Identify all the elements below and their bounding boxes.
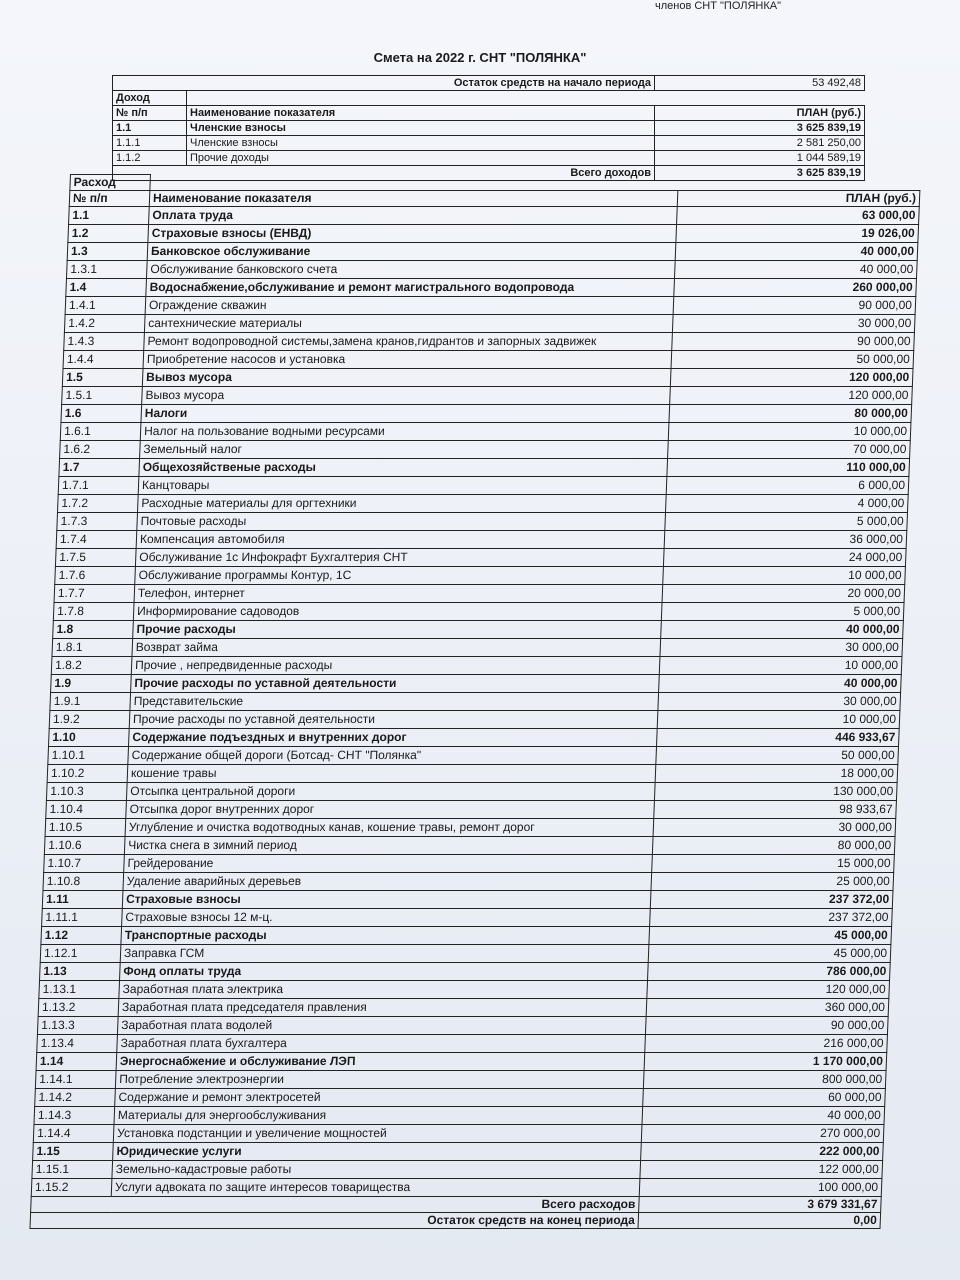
item-number: 1.4.4 [63,351,144,369]
table-row [57,495,908,513]
income-table [112,75,865,181]
item-plan: 20 000,00 [662,585,905,603]
item-name: Обслуживание 1с Инфокрафт Бухгалтерия СНТ [135,549,664,567]
income-col-no: № п/п [113,106,187,121]
item-name: Юридические услуги [113,1143,642,1161]
item-plan: 130 000,00 [654,783,897,801]
table-row [67,243,918,261]
item-number: 1.2 [68,225,149,243]
table-row [37,1035,888,1053]
table-row [38,999,889,1017]
item-plan: 260 000,00 [674,279,917,297]
item-number: 1.7.1 [58,477,139,495]
income-col-name: Наименование показателя [187,106,655,121]
item-number: 1.15.1 [32,1161,113,1179]
table-row [69,207,920,225]
table-row [62,387,913,405]
item-number: 1.7.3 [57,513,138,531]
item-name: Страховые взносы 12 м-ц. [122,909,651,927]
expense-section-label: Расход [70,175,151,191]
table-row [113,151,865,166]
table-row [61,405,912,423]
item-plan: 50 000,00 [671,351,914,369]
item-name: Страховые взносы [122,891,651,909]
item-plan: 19 026,00 [676,225,919,243]
item-number: 1.11 [42,891,123,909]
item-number: 1.1.2 [113,151,187,166]
item-number: 1.6.1 [60,423,141,441]
item-name: Заработная плата электрика [119,981,648,999]
item-number: 1.3 [67,243,148,261]
item-number: 1.10.2 [47,765,128,783]
item-name: Банковское обслуживание [147,243,676,261]
table-row [40,963,891,981]
table-row [33,1125,884,1143]
item-plan: 110 000,00 [667,459,910,477]
item-plan: 1 170 000,00 [644,1053,887,1071]
table-row [57,513,908,531]
table-row [46,783,897,801]
item-name: Содержание и ремонт электросетей [115,1089,644,1107]
item-name: Заправка ГСМ [120,945,649,963]
item-plan: 80 000,00 [669,405,912,423]
item-number: 1.7.8 [53,603,134,621]
item-number: 1.9 [51,675,132,693]
item-name: Заработная плата бухгалтера [117,1035,646,1053]
item-name: Отсыпка дорог внутренних дорог [126,801,655,819]
table-row [62,369,913,387]
table-row [65,297,916,315]
item-name: Почтовые расходы [137,513,666,531]
item-number: 1.7.6 [55,567,136,585]
item-name: Заработная плата председателя правления [118,999,647,1017]
item-number: 1.10.1 [48,747,129,765]
item-name: Заработная плата водолей [117,1017,646,1035]
table-row [54,585,905,603]
page-title: Смета на 2022 г. СНТ "ПОЛЯНКА" [373,50,587,65]
item-plan: 70 000,00 [668,441,911,459]
item-name: Вывоз мусора [142,369,671,387]
item-name: Прочие доходы [187,151,655,166]
item-plan: 5 000,00 [665,513,908,531]
item-plan: 122 000,00 [640,1161,883,1179]
item-number: 1.13 [40,963,121,981]
item-number: 1.1 [69,207,150,225]
item-plan: 24 000,00 [663,549,906,567]
expense-col-plan: ПЛАН (руб.) [677,191,920,207]
item-name: Услуги адвоката по защите интересов товарищества [111,1179,640,1197]
item-number: 1.15.2 [31,1179,112,1197]
item-number: 1.14.2 [35,1089,116,1107]
item-plan: 40 000,00 [659,675,902,693]
item-number: 1.7.2 [57,495,138,513]
table-row [40,945,891,963]
item-plan: 63 000,00 [677,207,920,225]
table-row [42,891,893,909]
item-number: 1.4.2 [64,315,145,333]
income-section-label: Доход [113,91,187,106]
item-plan: 40 000,00 [642,1107,885,1125]
item-number: 1.9.1 [50,693,131,711]
item-name: Оплата труда [149,207,678,225]
table-row [64,315,915,333]
opening-balance-value: 53 492,48 [655,76,865,91]
item-plan: 40 000,00 [674,261,917,279]
item-name: Фонд оплаты труда [120,963,649,981]
table-row [51,657,902,675]
income-total-label: Всего доходов [113,166,655,181]
item-name: сантехнические материалы [144,315,673,333]
item-name: кошение травы [127,765,656,783]
table-row [35,1071,886,1089]
item-name: Обслуживание программы Контур, 1С [135,567,664,585]
item-number: 1.6 [61,405,142,423]
item-number: 1.13.4 [37,1035,118,1053]
item-number: 1.14.1 [35,1071,116,1089]
item-number: 1.3.1 [66,261,147,279]
expense-total-label: Всего расходов [31,1197,640,1213]
table-row [53,621,904,639]
item-number: 1.8 [53,621,134,639]
income-col-plan: ПЛАН (руб.) [655,106,865,121]
table-row [44,837,895,855]
item-name: Ограждение скважин [145,297,674,315]
item-number: 1.14 [36,1053,117,1071]
item-plan: 40 000,00 [675,243,918,261]
item-plan: 120 000,00 [670,369,913,387]
item-plan: 25 000,00 [651,873,894,891]
table-row [50,693,901,711]
table-row [35,1089,886,1107]
item-name: Общехозяйственые расходы [139,459,668,477]
item-number: 1.10.6 [44,837,125,855]
item-plan: 222 000,00 [641,1143,884,1161]
expense-col-no: № п/п [69,191,150,207]
item-plan: 90 000,00 [672,333,915,351]
item-number: 1.1 [113,121,187,136]
opening-balance-label: Остаток средств на начало периода [113,76,655,91]
item-name: Установка подстанции и увеличение мощностей [113,1125,642,1143]
item-plan: 18 000,00 [655,765,898,783]
item-plan: 90 000,00 [673,297,916,315]
closing-balance-label: Остаток средств на конец периода [30,1213,639,1229]
item-number: 1.11.1 [42,909,123,927]
item-plan: 3 625 839,19 [655,121,865,136]
item-number: 1.7.4 [56,531,137,549]
table-row [64,333,915,351]
table-row [33,1143,884,1161]
item-name: Материалы для энергообслуживания [114,1107,643,1125]
item-number: 1.10 [49,729,130,747]
closing-balance-row [30,1213,881,1229]
table-row [42,909,893,927]
income-section-row [113,91,865,106]
item-name: Ремонт водопроводной системы,замена кранов,гидрантов и запорных задвижек [144,333,673,351]
table-row [59,459,910,477]
item-number: 1.4.3 [64,333,145,351]
table-row [55,549,906,567]
item-name: Транспортные расходы [121,927,650,945]
table-row [32,1161,883,1179]
expense-total-value: 3 679 331,67 [639,1197,882,1213]
item-number: 1.1.1 [113,136,187,151]
item-name: Энергоснабжение и обслуживание ЛЭП [116,1053,645,1071]
item-plan: 30 000,00 [660,639,903,657]
item-name: Отсыпка центральной дороги [126,783,655,801]
item-number: 1.5 [62,369,143,387]
item-name: Приобретение насосов и установка [143,351,672,369]
item-plan: 15 000,00 [652,855,895,873]
item-plan: 360 000,00 [646,999,889,1017]
item-name: Информирование садоводов [133,603,662,621]
item-plan: 80 000,00 [652,837,895,855]
item-plan: 446 933,67 [657,729,900,747]
item-plan: 120 000,00 [670,387,913,405]
table-row [31,1179,882,1197]
item-plan: 30 000,00 [653,819,896,837]
closing-balance-value: 0,00 [638,1213,881,1229]
item-plan: 98 933,67 [654,801,897,819]
expense-total-row [31,1197,882,1213]
item-name: Членские взносы [187,136,655,151]
table-row [37,1017,888,1035]
table-row [55,567,906,585]
table-row [113,121,865,136]
item-name: Удаление аварийных деревьев [123,873,652,891]
table-row [36,1053,887,1071]
item-plan: 1 044 589,19 [655,151,865,166]
item-name: Потребление электроэнергии [115,1071,644,1089]
table-row [51,675,902,693]
item-plan: 237 372,00 [650,909,893,927]
table-row [66,261,917,279]
table-row [41,927,892,945]
item-name: Прочие расходы по уставной деятельности [131,675,660,693]
table-row [48,747,899,765]
item-plan: 5 000,00 [661,603,904,621]
item-name: Водоснабжение,обслуживание и ремонт магистрального водопровода [146,279,675,297]
item-name: Страховые взносы (ЕНВД) [148,225,677,243]
item-number: 1.4.1 [65,297,146,315]
table-row [47,765,898,783]
table-row [56,531,907,549]
income-header-row [113,106,865,121]
item-plan: 10 000,00 [663,567,906,585]
item-name: Налоги [141,405,670,423]
item-name: Членские взносы [187,121,655,136]
item-plan: 6 000,00 [666,477,909,495]
item-plan: 30 000,00 [672,315,915,333]
item-number: 1.9.2 [49,711,130,729]
expense-col-name: Наименование показателя [149,191,678,207]
table-row [53,603,904,621]
item-number: 1.13.2 [38,999,119,1017]
item-name: Прочие расходы [133,621,662,639]
item-number: 1.14.3 [34,1107,115,1125]
item-name: Содержание общей дороги (Ботсад- СНТ "Полянка" [128,747,657,765]
expense-section-row [70,175,921,191]
item-number: 1.12 [41,927,122,945]
item-name: Вывоз мусора [142,387,671,405]
item-number: 1.8.2 [51,657,132,675]
item-name: Углубление и очистка водотводных канав, кошение травы, ремонт дорог [125,819,654,837]
item-number: 1.13.3 [37,1017,118,1035]
item-number: 1.4 [66,279,147,297]
table-row [60,441,911,459]
opening-balance-row [113,76,865,91]
item-name: Компенсация автомобиля [136,531,665,549]
item-number: 1.7 [59,459,140,477]
table-row [49,711,900,729]
table-row [58,477,909,495]
table-row [66,279,917,297]
item-name: Представительские [130,693,659,711]
item-plan: 45 000,00 [649,927,892,945]
item-plan: 50 000,00 [656,747,899,765]
item-plan: 786 000,00 [648,963,891,981]
item-number: 1.10.3 [46,783,127,801]
item-plan: 45 000,00 [648,945,891,963]
item-plan: 60 000,00 [643,1089,886,1107]
item-name: Прочие расходы по уставной деятельности [129,711,658,729]
item-number: 1.10.7 [44,855,125,873]
table-row [44,855,895,873]
item-name: Содержание подъездных и внутренних дорог [129,729,658,747]
income-total-value: 3 625 839,19 [655,166,865,181]
table-row [49,729,900,747]
item-number: 1.14.4 [33,1125,114,1143]
item-number: 1.8.1 [52,639,133,657]
table-row [52,639,903,657]
item-name: Чистка снега в зимний период [124,837,653,855]
item-plan: 100 000,00 [639,1179,882,1197]
item-name: Расходные материалы для оргтехники [137,495,666,513]
item-plan: 36 000,00 [664,531,907,549]
table-row [46,801,897,819]
item-name: Обслуживание банковского счета [146,261,675,279]
item-number: 1.10.8 [43,873,124,891]
item-name: Налог на пользование водными ресурсами [140,423,669,441]
header-note: членов СНТ "ПОЛЯНКА" [655,0,782,12]
item-plan: 30 000,00 [658,693,901,711]
item-name: Канцтовары [138,477,667,495]
table-row [113,136,865,151]
item-plan: 10 000,00 [659,657,902,675]
item-plan: 4 000,00 [665,495,908,513]
table-row [45,819,896,837]
item-number: 1.10.5 [45,819,126,837]
table-row [34,1107,885,1125]
item-name: Прочие , непредвиденные расходы [131,657,660,675]
item-number: 1.12.1 [40,945,121,963]
table-row [43,873,894,891]
item-number: 1.6.2 [60,441,141,459]
item-plan: 270 000,00 [641,1125,884,1143]
item-name: Телефон, интернет [134,585,663,603]
item-plan: 40 000,00 [661,621,904,639]
item-number: 1.5.1 [62,387,143,405]
item-number: 1.7.7 [54,585,135,603]
item-plan: 237 372,00 [650,891,893,909]
item-name: Возврат займа [132,639,661,657]
item-number: 1.10.4 [46,801,127,819]
item-plan: 2 581 250,00 [655,136,865,151]
item-plan: 90 000,00 [645,1017,888,1035]
expense-table [29,174,921,1229]
item-plan: 10 000,00 [668,423,911,441]
item-name: Земельно-кадастровые работы [112,1161,641,1179]
expense-header-row [69,191,920,207]
item-plan: 800 000,00 [643,1071,886,1089]
item-name: Земельный налог [140,441,669,459]
item-plan: 216 000,00 [645,1035,888,1053]
table-row [60,423,911,441]
table-row [39,981,890,999]
table-row [68,225,919,243]
item-plan: 120 000,00 [647,981,890,999]
item-number: 1.15 [33,1143,114,1161]
item-number: 1.13.1 [39,981,120,999]
item-plan: 10 000,00 [657,711,900,729]
item-name: Грейдерование [124,855,653,873]
item-number: 1.7.5 [55,549,136,567]
table-row [63,351,914,369]
